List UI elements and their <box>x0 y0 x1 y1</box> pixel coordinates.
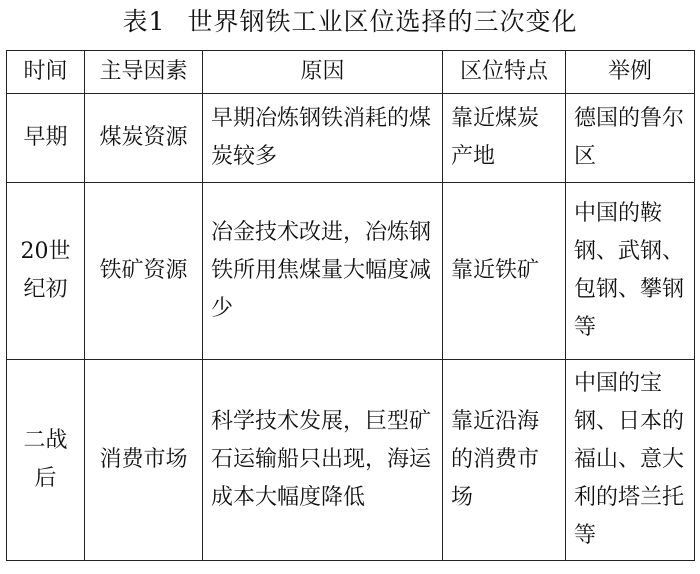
header-example: 举例 <box>566 51 695 94</box>
cell-time: 二战后 <box>7 360 85 561</box>
cell-factor: 煤炭资源 <box>85 94 203 183</box>
table-number: 表1 <box>122 7 166 36</box>
table-row <box>7 94 695 183</box>
page-title <box>0 6 700 38</box>
cell-example: 中国的宝钢、日本的福山、意大利的塔兰托等 <box>566 360 695 561</box>
table-row <box>7 360 695 561</box>
header-factor: 主导因素 <box>85 51 203 94</box>
cell-reason: 冶金技术改进，冶炼钢铁所用焦煤量大幅度减少 <box>203 183 443 360</box>
header-reason: 原因 <box>203 51 443 94</box>
table-row <box>7 183 695 360</box>
cell-location: 靠近沿海的消费市场 <box>443 360 566 561</box>
table-header-row <box>7 51 695 94</box>
cell-factor: 消费市场 <box>85 360 203 561</box>
cell-factor: 铁矿资源 <box>85 183 203 360</box>
cell-reason: 早期冶炼钢铁消耗的煤炭较多 <box>203 94 443 183</box>
header-location: 区位特点 <box>443 51 566 94</box>
table-title-text: 世界钢铁工业区位选择的三次变化 <box>187 7 578 36</box>
cell-example: 德国的鲁尔区 <box>566 94 695 183</box>
header-time: 时间 <box>7 51 85 94</box>
cell-location: 靠近铁矿 <box>443 183 566 360</box>
cell-time: 20世纪初 <box>7 183 85 360</box>
location-change-table <box>6 50 695 561</box>
cell-example: 中国的鞍钢、武钢、包钢、攀钢等 <box>566 183 695 360</box>
cell-location: 靠近煤炭产地 <box>443 94 566 183</box>
cell-reason: 科学技术发展，巨型矿石运输船只出现，海运成本大幅度降低 <box>203 360 443 561</box>
cell-time: 早期 <box>7 94 85 183</box>
